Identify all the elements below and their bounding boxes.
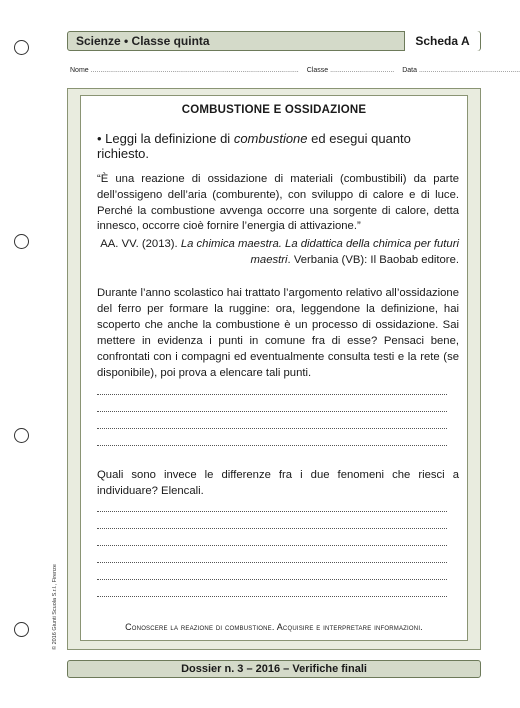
classe-field[interactable]: ................................. (330, 67, 395, 74)
learning-objectives: Conoscere la reazione di combustione. Acquisire e interpretare informazioni. (125, 622, 423, 632)
binder-hole (14, 622, 29, 637)
worksheet-frame (67, 88, 481, 650)
binder-hole (14, 234, 29, 249)
definition-quote: “È una reazione di ossidazione di materiali (combustibili) da parte dell’ossigeno dell’aria (comburente), con sviluppo di calore e di luce. Perché la combustione avvenga occorre una sorgente di calore, detta innesco, occorre cioè fornire l’energia di attivazione.” (97, 173, 459, 233)
classe-label: Classe (306, 67, 329, 74)
instruction-keyword: combustione (233, 131, 308, 146)
copyright-notice: © 2016 Giunti Scuola S.r.l., Firenze (52, 564, 58, 650)
worksheet-panel (80, 95, 468, 641)
scheda-label: Scheda A (404, 31, 480, 51)
nome-label: Nome (70, 67, 89, 74)
header-bar (67, 31, 481, 51)
student-info-fields (70, 67, 520, 74)
footer-bar: Dossier n. 3 – 2016 – Verifiche finali (67, 660, 481, 678)
citation-publisher: . Verbania (VB): Il Baobab editore. (287, 253, 459, 266)
nome-field[interactable]: ........................................................................................................... (90, 67, 299, 74)
worksheet-title: COMBUSTIONE E OSSIDAZIONE (181, 104, 367, 116)
answer-line[interactable] (97, 544, 447, 546)
instruction-prefix: • Leggi la definizione di (97, 131, 234, 146)
binder-hole (14, 428, 29, 443)
question-1-text: Durante l’anno scolastico hai trattato l’argomento relativo all’ossidazione del ferro per formare la ruggine: ora, leggendone la definizione, hai scoperto che anche la combustione è un processo di ossidazione. Sai mettere in evidenza i punti in comune fra di esse? Pensaci bene, confrontati con i compagni ed eventualmente consulta testi e la rete (se disponibile), poi prova a elencare tali punti. (97, 287, 459, 380)
answer-line[interactable] (97, 427, 447, 429)
answer-line[interactable] (97, 444, 447, 446)
answer-line[interactable] (97, 595, 447, 597)
answer-line[interactable] (97, 393, 447, 395)
answer-line[interactable] (97, 510, 447, 512)
binder-hole (14, 40, 29, 55)
question-2-text: Quali sono invece le differenze fra i due fenomeni che riesci a individuare? Elencali. (97, 469, 459, 497)
citation (97, 237, 459, 269)
citation-title: La chimica maestra. La didattica della chimica per futuri maestri (180, 238, 459, 266)
citation-author: AA. VV. (2013). (100, 238, 181, 250)
data-field[interactable]: .................................................... (418, 67, 520, 74)
answer-line[interactable] (97, 527, 447, 529)
answer-line[interactable] (97, 561, 447, 563)
answer-line[interactable] (97, 410, 447, 412)
answer-line[interactable] (97, 578, 447, 580)
subject-label: Scienze • Classe quinta (76, 34, 210, 48)
data-label: Data (402, 67, 417, 74)
instruction-suffix: ed esegui quanto richiesto. (97, 131, 411, 161)
instruction-text (97, 131, 457, 161)
